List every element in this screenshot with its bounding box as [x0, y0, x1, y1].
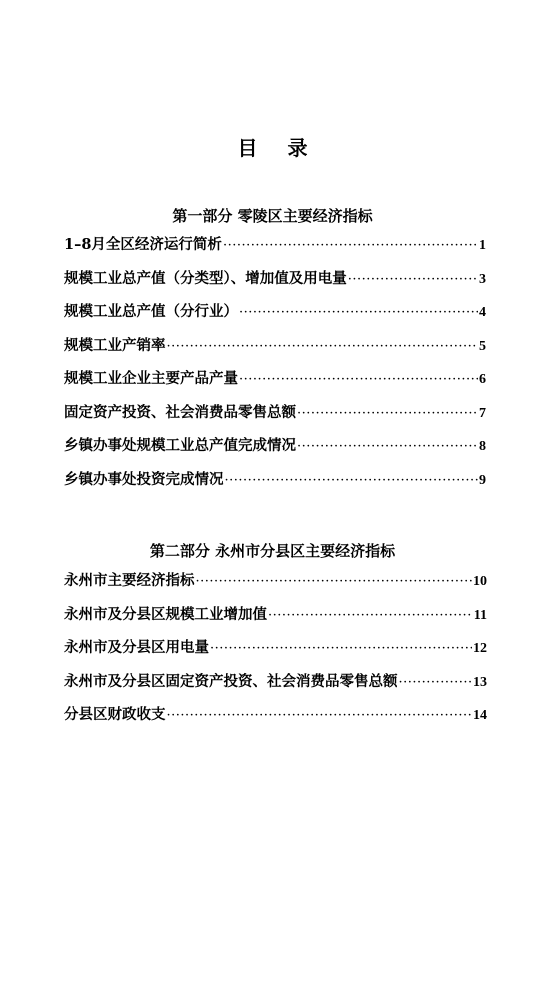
toc-entry-label: 永州市及分县区规模工业增加值: [64, 605, 267, 623]
toc-entry-page: 12: [473, 641, 487, 656]
toc-entry[interactable]: [64, 434, 486, 468]
toc-entry-page: 1: [479, 238, 486, 253]
toc-entry-page: 6: [479, 372, 486, 387]
toc-entry-label: 分县区财政收支: [64, 706, 166, 723]
toc-entry-page: 3: [479, 271, 486, 287]
toc-entry-label: 永州市及分县区固定资产投资、社会消费品零售总额: [64, 672, 398, 690]
toc-dot-leader: [210, 641, 472, 656]
toc-entry-label: 乡镇办事处投资完成情况: [64, 470, 224, 488]
toc-dot-leader: [399, 675, 473, 690]
toc-dot-leader: [348, 272, 478, 287]
toc-entry-page: 7: [479, 405, 486, 421]
toc-entry-label: 乡镇办事处规模工业总产值完成情况: [64, 437, 296, 454]
toc-list-part-two: [64, 569, 487, 737]
page-title: [0, 132, 545, 161]
toc-entry-page: 8: [479, 439, 486, 454]
toc-entry[interactable]: [64, 468, 486, 502]
toc-dot-leader: [268, 608, 473, 623]
toc-dot-leader: [297, 439, 478, 454]
toc-entry[interactable]: [64, 267, 486, 301]
toc-entry-page: 14: [473, 708, 487, 723]
toc-entry[interactable]: [64, 703, 487, 737]
toc-entry-page: 9: [479, 472, 486, 488]
toc-dot-leader: [223, 238, 478, 253]
section-heading-part-one: 第一部分 零陵区主要经济指标: [172, 207, 373, 225]
toc-entry[interactable]: [64, 603, 487, 637]
toc-entry[interactable]: [64, 569, 487, 603]
toc-entry[interactable]: [64, 233, 486, 267]
toc-entry[interactable]: [64, 401, 486, 435]
toc-entry-label: 1–8月全区经济运行简析: [64, 236, 222, 253]
toc-entry-page: 4: [479, 305, 486, 320]
toc-dot-leader: [239, 305, 478, 320]
toc-entry-label: 规模工业总产值（分类型）、增加值及用电量: [64, 269, 347, 287]
toc-entry[interactable]: [64, 670, 487, 704]
toc-dot-leader: [167, 339, 479, 354]
toc-dot-leader: [196, 574, 473, 589]
toc-list-part-one: [64, 233, 486, 501]
toc-entry[interactable]: [64, 334, 486, 368]
toc-entry-label: 规模工业总产值（分行业）: [64, 303, 238, 320]
toc-entry[interactable]: [64, 636, 487, 670]
toc-dot-leader: [297, 406, 478, 421]
toc-entry-page: 13: [473, 674, 487, 690]
toc-entry-label: 规模工业企业主要产品产量: [64, 370, 238, 387]
page-title-part1: 目: [237, 136, 258, 160]
section-heading-part-two: 第二部分 永州市分县区主要经济指标: [149, 542, 396, 560]
toc-entry-page: 11: [473, 607, 487, 623]
toc-entry-label: 永州市主要经济指标: [64, 572, 195, 589]
page-title-part2: 录: [287, 136, 308, 160]
toc-entry-label: 固定资产投资、社会消费品零售总额: [64, 403, 296, 421]
toc-dot-leader: [239, 372, 478, 387]
toc-entry-label: 永州市及分县区用电量: [64, 639, 209, 656]
toc-dot-leader: [225, 473, 479, 488]
toc-entry-page: 10: [473, 574, 487, 589]
toc-entry-page: 5: [479, 338, 486, 354]
toc-entry-label: 规模工业产销率: [64, 336, 166, 354]
toc-entry[interactable]: [64, 300, 486, 334]
toc-dot-leader: [167, 708, 473, 723]
toc-entry[interactable]: [64, 367, 486, 401]
